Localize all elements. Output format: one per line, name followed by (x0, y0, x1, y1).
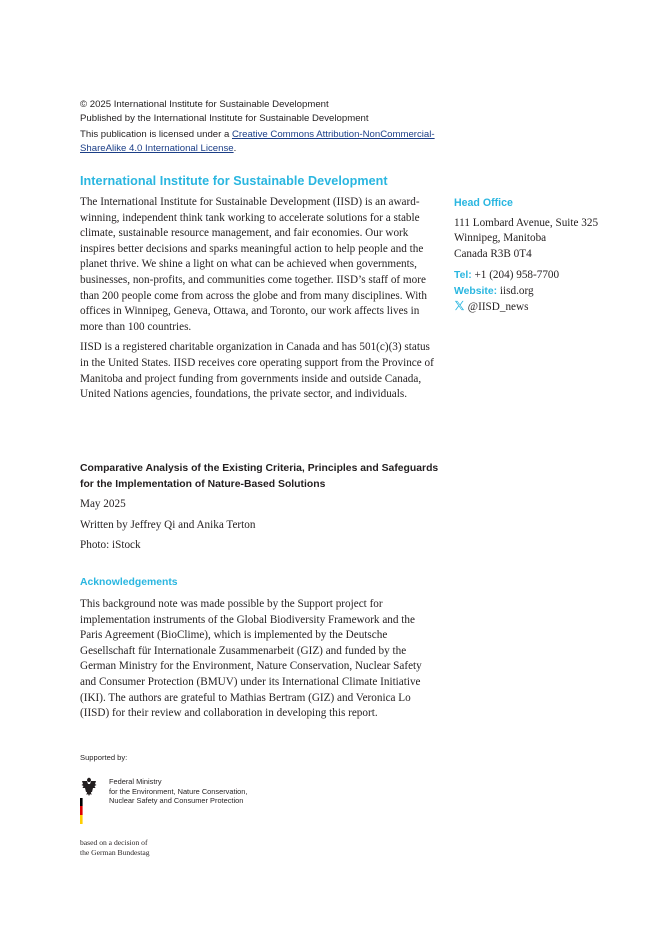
address-line: Winnipeg, Manitoba (454, 232, 547, 245)
head-office-title: Head Office (454, 197, 513, 209)
federal-eagle-icon (82, 778, 97, 796)
head-office (454, 196, 654, 315)
address-line: 111 Lombard Avenue, Suite 325 (454, 216, 599, 229)
bundestag-note (80, 838, 150, 858)
publication-photo-credit: Photo: iStock (80, 539, 141, 551)
publication-authors: Written by Jeffrey Qi and Anika Terton (80, 518, 256, 531)
publication-title: Comparative Analysis of the Existing Criteria, Principles and Safeguards for the Implementation of Nature-Based Solutions (80, 463, 439, 490)
license-line (80, 128, 440, 155)
publication-date: May 2025 (80, 498, 126, 510)
org-about-paragraph: The International Institute for Sustainable Development (IISD) is an award-winning, independent think tank working to accelerate solutions for a stable climate, sustainable resource management, and fair economies. Our work inspires better decisions and sparks meaningful action to help people and the planet thrive. We shine a light on what can be achieved when governments, businesses, non-profits, and communities come together. IISD’s staff of more than 200 people come from across the globe and from many disciplines. With offices in Winnipeg, Geneva, Ottawa, and Toronto, our work affects lives in more than 100 countries. (80, 196, 428, 333)
publication-meta (80, 497, 255, 559)
flag-stripe-red (80, 806, 83, 815)
org-heading: International Institute for Sustainable Development (80, 174, 388, 188)
x-handle[interactable]: @IISD_news (467, 300, 529, 313)
head-office-address (454, 216, 654, 263)
social-row (454, 300, 654, 316)
license-suffix: . (233, 142, 237, 154)
address-line: Canada R3B 0T4 (454, 247, 532, 260)
ministry-name (109, 777, 247, 806)
ministry-line: Nuclear Safety and Consumer Protection (109, 796, 244, 806)
supported-by-label: Supported by: (80, 753, 128, 762)
flag-stripe-gold (80, 815, 83, 824)
org-about (80, 195, 438, 403)
ministry-line: Federal Ministry (109, 777, 162, 786)
acknowledgements-body: This background note was made possible by the Support project for implementation instruments of the Global Biodiversity Framework and the Paris Agreement (BioClime), which is implemented by the Deutsche Gesellschaft für Internationale Zusammenarbeit (GIZ) and funded by the German Ministry for the Environment, Nature Conservation, Nuclear Safety and Consumer Protection (BMUV) under its International Climate Initiative (IKI). The authors are grateful to Mathias Bertram (GIZ) and Veronica Lo (IISD) for their review and collaboration in developing this report. (80, 598, 422, 720)
flag-stripe-black (80, 798, 83, 806)
license-link[interactable]: Creative Commons Attribution-NonCommercial-ShareAlike 4.0 International License (80, 129, 435, 154)
org-status-paragraph: IISD is a registered charitable organization in Canada and has 501(c)(3) status in the United States. IISD receives core operating support from the Province of Manitoba and project funding from governments inside and outside Canada, United Nations agencies, foundations, the private sector, and individuals. (80, 341, 434, 401)
x-logo-icon (454, 300, 465, 311)
publisher-line: Published by the International Institute for Sustainable Development (80, 112, 369, 124)
acknowledgements-heading: Acknowledgements (80, 577, 178, 588)
copyright-line: © 2025 International Institute for Sustainable Development (80, 99, 329, 110)
phone-row (454, 268, 654, 284)
bundestag-line: based on a decision of (80, 838, 148, 847)
website-row (454, 284, 654, 300)
license-prefix: This publication is licensed under a (80, 129, 232, 141)
website-value[interactable]: iisd.org (499, 284, 534, 297)
copyright-block (80, 98, 440, 155)
tel-value[interactable]: +1 (204) 958-7700 (474, 269, 560, 282)
tel-label: Tel: (454, 270, 472, 282)
ministry-line: for the Environment, Nature Conservation, (109, 786, 248, 796)
website-label: Website: (454, 285, 498, 297)
bundestag-line: the German Bundestag (80, 847, 150, 857)
